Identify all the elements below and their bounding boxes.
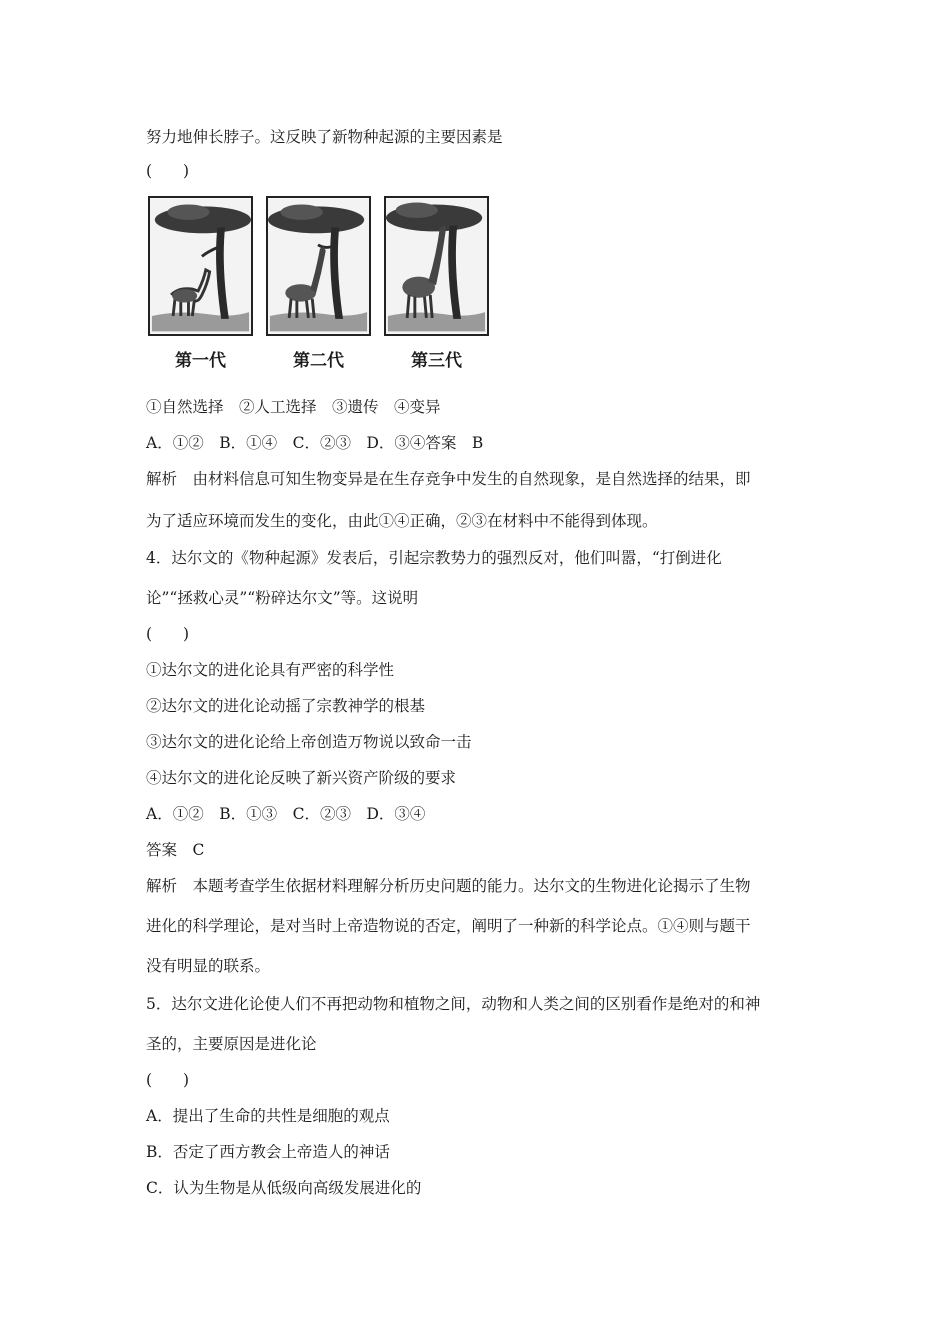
answer: 答案 C xyxy=(146,841,205,859)
analysis-line-1: 解析 本题考查学生依据材料理解分析历史问题的能力。达尔文的生物进化论揭示了生物 xyxy=(146,877,751,895)
statement-1: ①达尔文的进化论具有严密的科学性 xyxy=(146,661,395,679)
analysis-line-1: 解析 由材料信息可知生物变异是在生存竞争中发生的自然现象，是自然选择的结果，即 xyxy=(146,470,751,488)
question-5-line-2: 圣的，主要原因是进化论 xyxy=(146,1035,317,1053)
caption-generation-3: 第三代 xyxy=(411,351,462,371)
question-4-line-1: 4．达尔文的《物种起源》发表后，引起宗教势力的强烈反对，他们叫嚣，“打倒进化 xyxy=(146,549,722,567)
question-5-line-1: 5．达尔文进化论使人们不再把动物和植物之间，动物和人类之间的区别看作是绝对的和神 xyxy=(146,995,761,1013)
answer-bracket: ( ) xyxy=(146,625,190,643)
choices-and-answer: A．①② B．①④ C．②③ D．③④答案 B xyxy=(146,434,484,452)
question-stem-continued: 努力地伸长脖子。这反映了新物种起源的主要因素是 xyxy=(146,128,503,146)
choices: A．①② B．①③ C．②③ D．③④ xyxy=(146,805,426,823)
analysis-line-3: 没有明显的联系。 xyxy=(146,957,271,975)
generation-3-image xyxy=(384,196,489,336)
statement-3: ③达尔文的进化论给上帝创造万物说以致命一击 xyxy=(146,733,472,751)
statement-4: ④达尔文的进化论反映了新兴资产阶级的要求 xyxy=(146,769,457,787)
analysis-line-2: 进化的科学理论，是对当时上帝造物说的否定，阐明了一种新的科学论点。①④则与题干 xyxy=(146,917,751,935)
caption-generation-1: 第一代 xyxy=(175,351,226,371)
giraffe-medium-neck-icon xyxy=(268,198,369,334)
generation-1-image xyxy=(148,196,253,336)
option-a: A．提出了生命的共性是细胞的观点 xyxy=(146,1107,390,1125)
giraffe-short-neck-icon xyxy=(150,198,251,334)
question-4-line-2: 论”“拯救心灵”“粉碎达尔文”等。这说明 xyxy=(146,589,419,607)
answer-bracket: ( ) xyxy=(146,1071,190,1089)
giraffe-long-neck-icon xyxy=(386,198,487,334)
answer-bracket: ( ) xyxy=(146,162,190,180)
caption-generation-2: 第二代 xyxy=(293,351,344,371)
analysis-line-2: 为了适应环境而发生的变化，由此①④正确，②③在材料中不能得到体现。 xyxy=(146,512,658,530)
statement-2: ②达尔文的进化论动摇了宗教神学的根基 xyxy=(146,697,426,715)
options-list: ①自然选择 ②人工选择 ③遗传 ④变异 xyxy=(146,398,441,416)
generation-2-image xyxy=(266,196,371,336)
giraffe-evolution-figure xyxy=(148,196,493,376)
option-c: C．认为生物是从低级向高级发展进化的 xyxy=(146,1179,422,1197)
option-b: B．否定了西方教会上帝造人的神话 xyxy=(146,1143,390,1161)
